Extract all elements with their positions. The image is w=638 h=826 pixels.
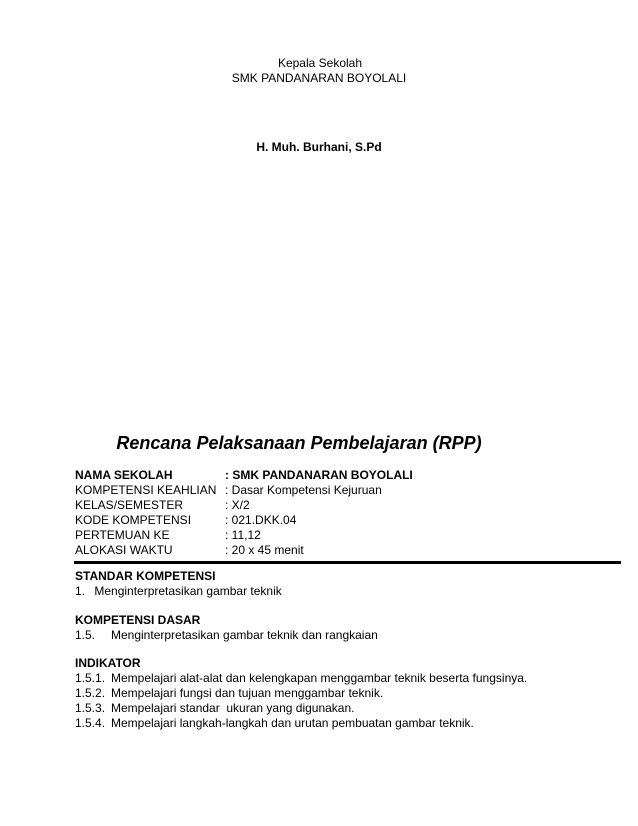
indicator-text: Mempelajari standar ukuran yang digunakan.	[111, 701, 355, 715]
standard-text: Menginterpretasikan gambar teknik	[94, 584, 282, 598]
indicator-text: Mempelajari langkah-langkah dan urutan pembuatan gambar teknik.	[111, 716, 474, 730]
principal-role	[0, 56, 638, 70]
basic-competence-text: Menginterpretasikan gambar teknik dan rangkaian	[111, 628, 378, 642]
info-key: KODE KOMPETENSI	[75, 513, 192, 527]
section-divider	[74, 561, 621, 564]
info-key: ALOKASI WAKTU	[75, 543, 173, 557]
principal-role-text: Kepala Sekolah	[277, 56, 363, 70]
basic-competence-number: 1.5.	[75, 628, 96, 642]
indicator-heading: INDIKATOR	[75, 656, 141, 670]
signatory-name-text: H. Muh. Burhani, S.Pd	[256, 140, 382, 154]
basic-competence-item	[75, 628, 378, 643]
standard-item	[75, 584, 282, 599]
standard-number: 1.	[75, 584, 86, 598]
school-name-header	[0, 71, 638, 85]
info-value: : 11,12	[225, 528, 261, 542]
indicator-item	[75, 716, 474, 731]
indicator-text: Mempelajari alat-alat dan kelengkapan menggambar teknik beserta fungsinya.	[111, 671, 528, 685]
indicator-number: 1.5.3.	[75, 701, 106, 715]
indicator-item	[75, 686, 383, 701]
basic-competence-heading: KOMPETENSI DASAR	[75, 613, 201, 627]
indicator-number: 1.5.4.	[75, 716, 106, 730]
signatory-name	[0, 140, 638, 154]
info-value: : Dasar Kompetensi Kejuruan	[225, 483, 382, 497]
info-key: PERTEMUAN KE	[75, 528, 170, 542]
school-name-text: SMK PANDANARAN BOYOLALI	[231, 71, 407, 85]
indicator-item	[75, 701, 354, 716]
indicator-item	[75, 671, 527, 686]
info-value: : 20 x 45 menit	[225, 543, 304, 557]
info-key: KOMPETENSI KEAHLIAN	[75, 483, 217, 497]
info-key: KELAS/SEMESTER	[75, 498, 184, 512]
standard-heading: STANDAR KOMPETENSI	[75, 569, 216, 583]
info-value: : X/2	[225, 498, 250, 512]
indicator-number: 1.5.1.	[75, 671, 106, 685]
indicator-number: 1.5.2.	[75, 686, 106, 700]
indicator-text: Mempelajari fungsi dan tujuan menggambar teknik.	[111, 686, 384, 700]
info-value: : 021.DKK.04	[225, 513, 297, 527]
info-value: : SMK PANDANARAN BOYOLALI	[225, 468, 413, 482]
document-title: Rencana Pelaksanaan Pembelajaran (RPP)	[116, 433, 482, 453]
info-key: NAMA SEKOLAH	[75, 468, 173, 482]
